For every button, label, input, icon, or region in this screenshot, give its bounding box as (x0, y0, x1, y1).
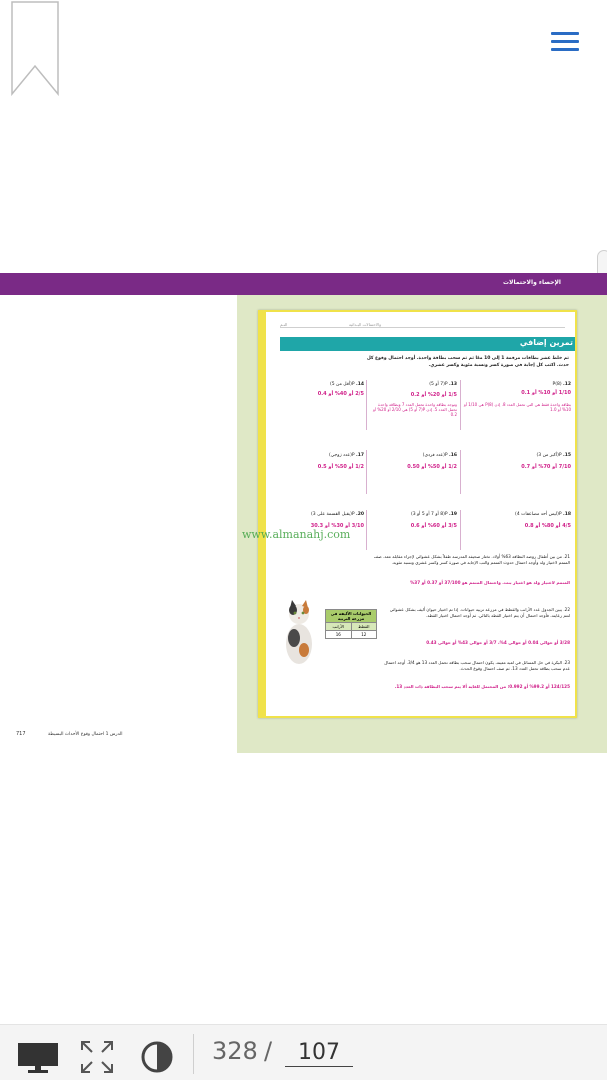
column-divider (460, 450, 461, 494)
answer-21: المتمم لاختيار ولد هو اختيار بنت. واحتمال المتمم هو 37/100 أو 0.37 أو 37% (410, 580, 570, 585)
instructions-line-2: حدث. اكتب كل إجابة في صورة كسر ونسبة مئوية وكسر عشري. (428, 363, 569, 368)
answer-16: 1/2 أو 50% أو 0.50 (407, 464, 457, 470)
problem-18: 18. P(ليس أحد مضاعفات 4) (515, 512, 571, 517)
problem-13: 13. P(7 أو 5) (429, 382, 457, 387)
table-header-cats: القطط (351, 623, 376, 631)
section-title: الإحصاء والاحتمالات (503, 279, 561, 286)
page-number-input[interactable] (285, 1039, 353, 1067)
problem-16: 16. P(عدد فردي) (422, 453, 457, 458)
exercise-title: تمرين إضافي (519, 338, 573, 347)
problem-17: 17. P(عدد زوجي) (328, 453, 364, 458)
column-divider (366, 510, 367, 550)
answer-15: 7/10 أو 70% أو 0.7 (521, 464, 571, 470)
toolbar-divider (193, 1034, 194, 1074)
note-12: بطاقة واحدة فقط هي التي تحمل العدد 8. إذن P(8) هي 1/10 أو 10% أو 1.0 (463, 402, 571, 412)
page-separator: / (264, 1037, 273, 1065)
current-page-number: 328 (212, 1037, 258, 1065)
answer-13: 1/5 أو 20% أو 0.2 (410, 392, 457, 398)
problem-14: 14. P(أقل من 5) (329, 382, 364, 387)
answer-14: 2/5 أو 40% أو 0.4 (317, 391, 364, 397)
answer-23: 124/125 أو 99.2% أو 0.992؛ من المحتمل للغاية ألا يتم سحب البطاقة ذات العدد 13. (394, 684, 570, 689)
problem-22: 22. يبين الجدول عدد الأرانب والقطط في مزرعة تربية حيوانات. إذا تم اختيار حيوان أليف بشكل عشوائي لتتم رعايته، فأوجد احتمال أن يتم اختيار القطة بالتالي. ثم أوجد احتمال اختيار القطة. (389, 607, 570, 618)
column-divider (460, 380, 461, 430)
note-13: وتوجد بطاقة واحدة تحمل العدد 7 وبطاقة واحدة تحمل العدد 5. إذن P(7 أو 5) هي 2/10 أو 20% أو 0.2 (373, 402, 457, 417)
instructions-line-1: تم خلط عشر بطاقات مرقمة 1 إلى 10 معًا ثم تم سحب بطاقة واحدة. أوجد احتمال وقوع كل (366, 356, 569, 361)
table-title: الحيوانات الأليفة في مزرعة التربية (326, 610, 377, 623)
page-header-right: والاحتمالات البـدائية (348, 322, 382, 327)
fullscreen-icon[interactable] (80, 1040, 114, 1074)
page-number: 717 (16, 731, 26, 737)
problem-20: 20. P(يقبل القسمة على 3) (311, 512, 364, 517)
page-header-rule (280, 327, 565, 328)
problem-15: 15. P(أكبر من 3) (536, 453, 571, 458)
answer-22: 3/28 أو حوالي 0.04 أو حوالي 4%، 3/7 أو حوالي 43% أو حوالي 0.43 (426, 640, 570, 645)
watermark-link[interactable]: www.almanahj.com (242, 528, 351, 541)
answer-17: 1/2 أو 50% أو 0.5 (317, 464, 364, 470)
cat-image (282, 598, 316, 666)
answer-18: 4/5 أو 80% أو 0.8 (524, 523, 571, 529)
problem-23: 23. البكرة في حل المسائل في لعبة معينة، يكون احتمال سحب بطاقة تحمل العدد 13 هو 3/4. أوجد احتمال عدم سحب بطاقة تحمل العدد 13. ثم صف احتمال وقوع الحدث. (384, 660, 570, 671)
hamburger-menu-icon[interactable] (551, 32, 579, 54)
pets-table (325, 609, 377, 639)
contrast-icon[interactable] (140, 1040, 174, 1074)
column-divider (366, 380, 367, 430)
problem-12: 12. P(8) (552, 382, 571, 387)
answer-20: 3/10 أو 30% أو 30.3 (310, 523, 364, 529)
footer-lesson: الدرس 1 احتمال وقوع الأحداث البسيطة (48, 732, 123, 737)
answer-19: 3/5 أو 60% أو 0.6 (410, 523, 457, 529)
monitor-icon[interactable] (16, 1040, 60, 1076)
table-cell-rabbits: 16 (326, 631, 352, 639)
column-divider (460, 510, 461, 550)
table-cell-cats: 12 (351, 631, 376, 639)
page-header-left: النـم (280, 322, 288, 327)
problem-19: 19. P(8 أو 7 أو 5 أو 3) (410, 512, 457, 517)
answer-12: 1/10 أو 10% أو 0.1 (521, 390, 571, 396)
column-divider (366, 450, 367, 494)
problem-21: 21. من بين أطفال روضة النظافة 63% أولاد. تختار صحيفة المدرسة طفلاً بشكل عشوائي لإجراء مقابلة معه. صف المتمم لاختيار ولد وأوجد احتمال حدوث المتمم والتب الإجابة في صورة كسر وكسر عشري ونسبة مئوية. (373, 554, 570, 565)
bookmark-icon[interactable] (10, 0, 60, 96)
table-header-rabbits: الأرانب (326, 623, 352, 631)
